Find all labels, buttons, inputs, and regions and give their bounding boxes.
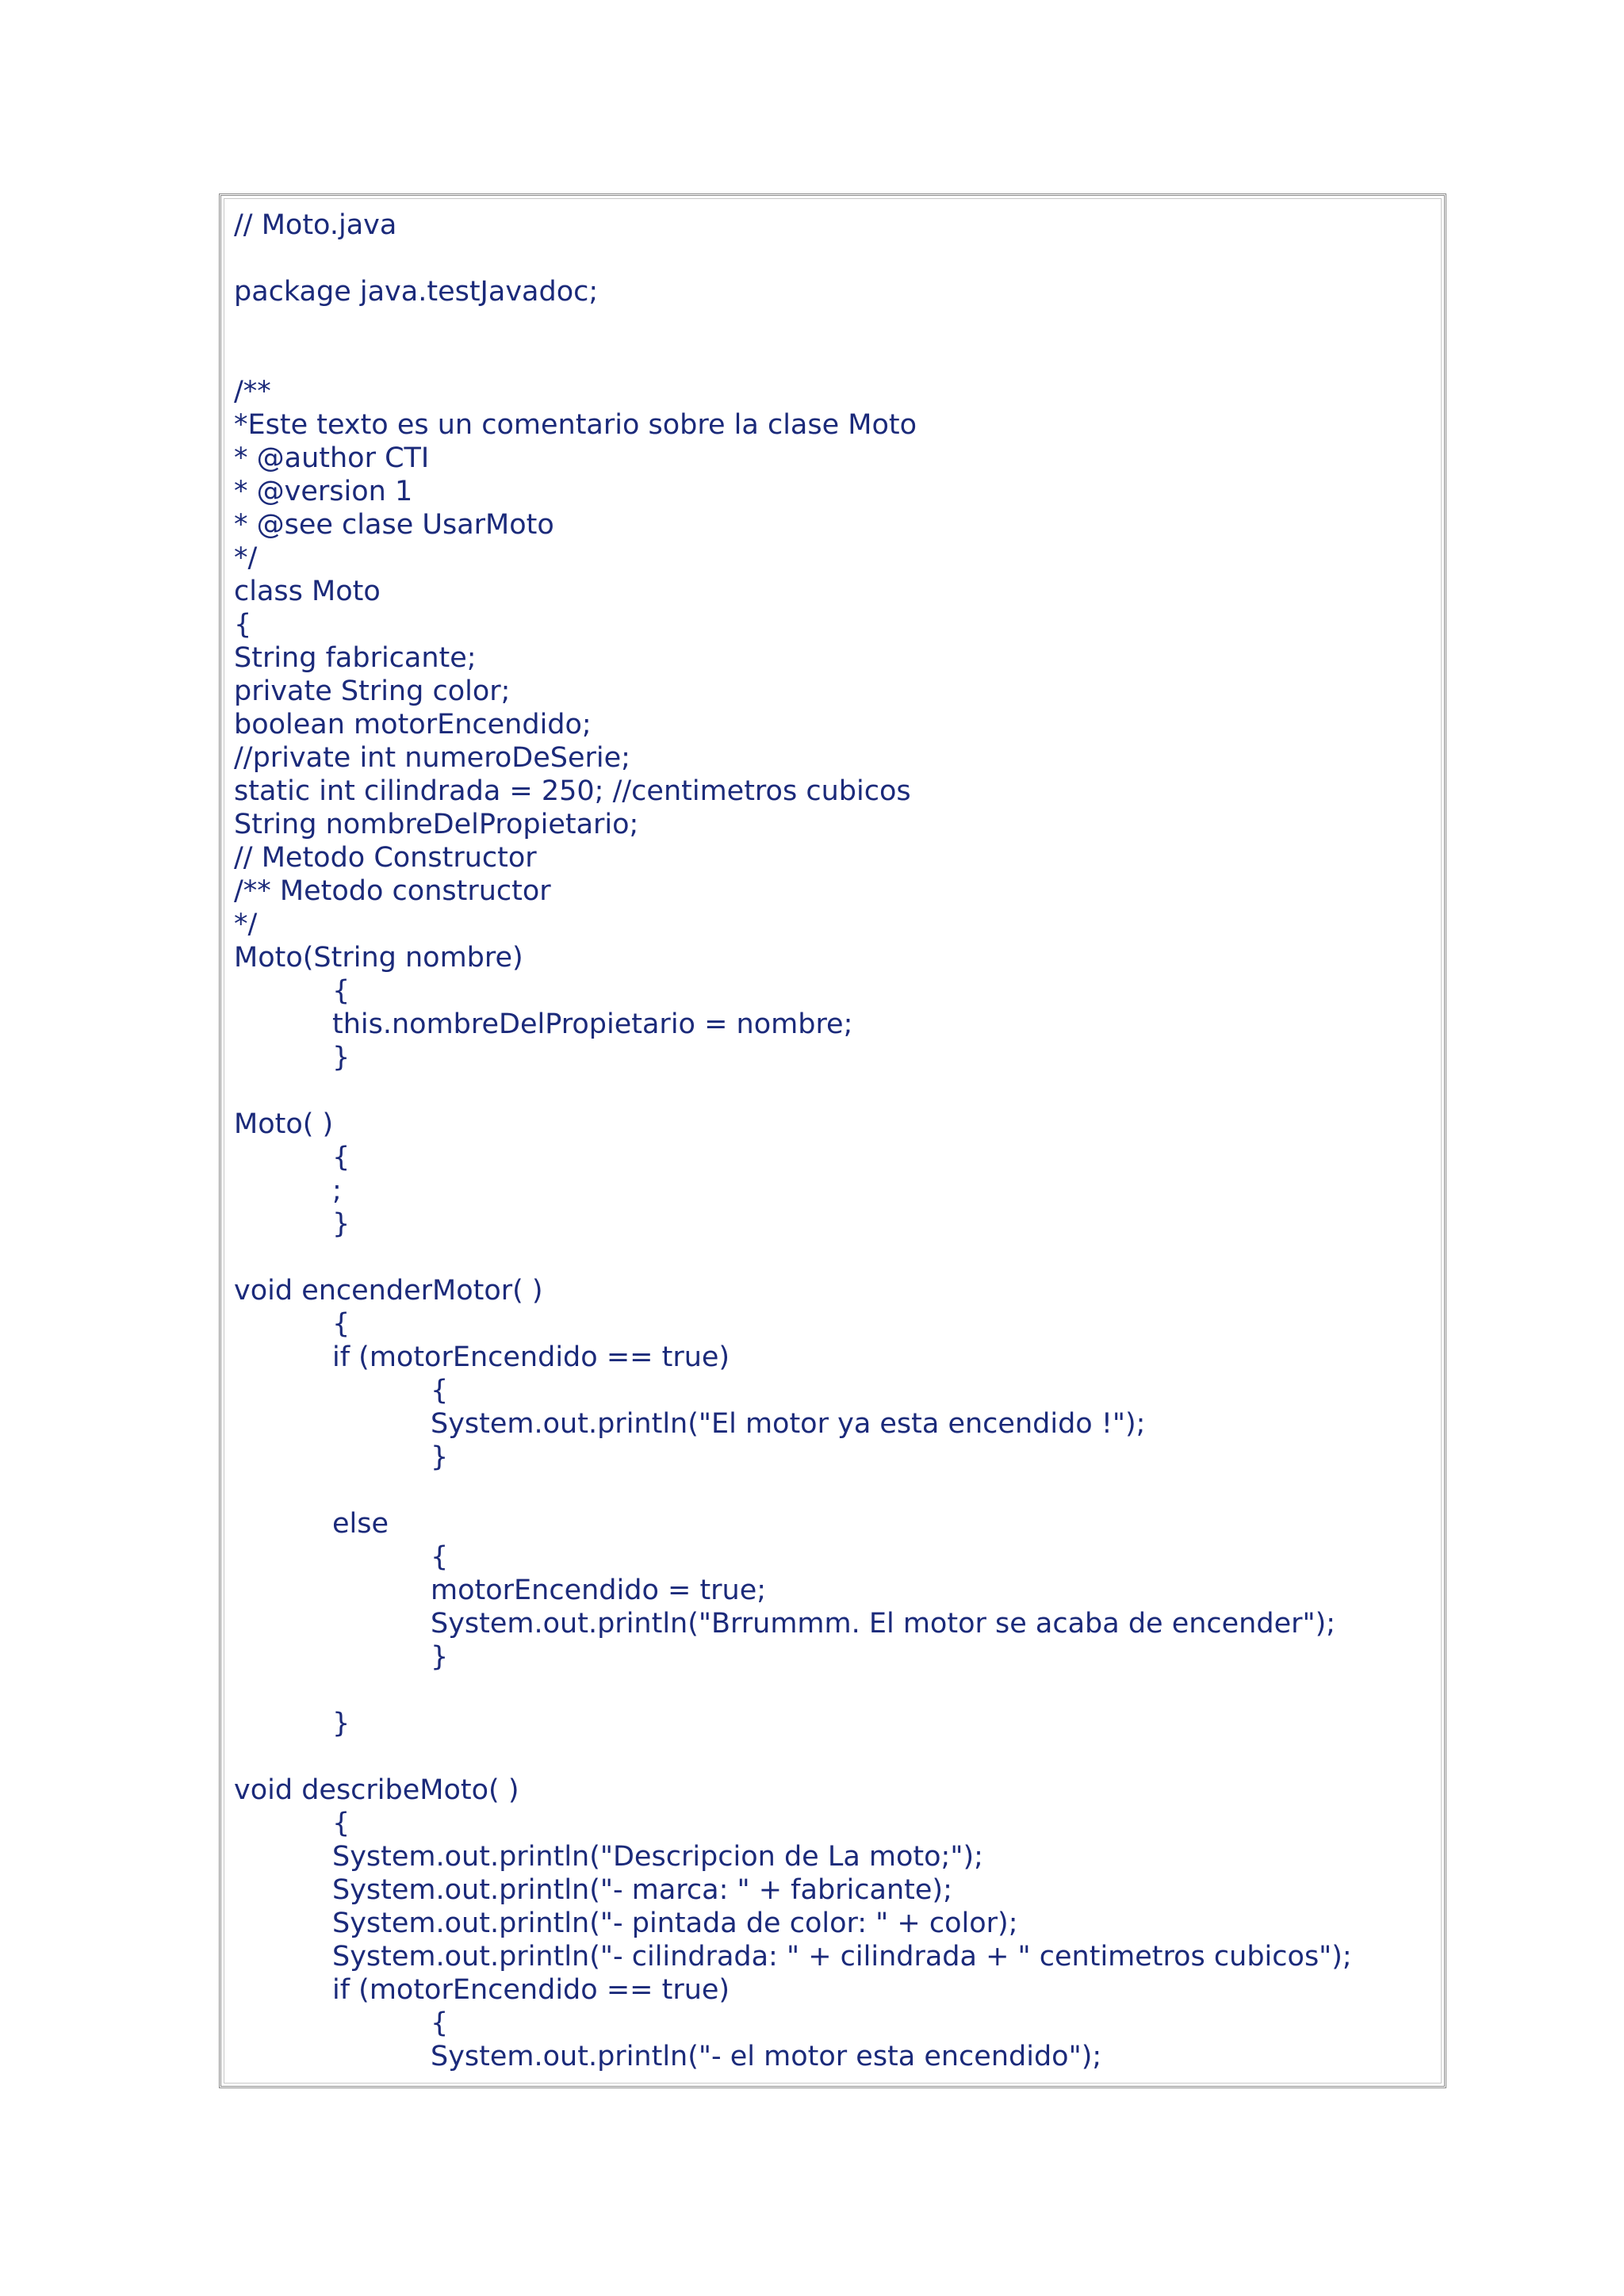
code-line: this.nombreDelPropietario = nombre; — [332, 1008, 853, 1040]
code-line: String nombreDelPropietario; — [234, 809, 639, 840]
code-line: { — [332, 1808, 350, 1839]
blank-line — [234, 1674, 1436, 1707]
code-line: boolean motorEncendido; — [234, 709, 592, 740]
code-line: System.out.println("Descripcion de La moto;"); — [332, 1841, 983, 1873]
code-line: } — [431, 1641, 449, 1673]
code-line: System.out.println("Brrummm. El motor se acaba de encender"); — [431, 1608, 1336, 1640]
code-line: else — [332, 1508, 389, 1540]
code-line: if (motorEncendido == true) — [332, 1974, 730, 2006]
code-line: System.out.println("- pintada de color: " + color); — [332, 1908, 1018, 1939]
code-line: package java.testJavadoc; — [234, 276, 599, 308]
code-line: System.out.println("El motor ya esta encendido !"); — [431, 1408, 1146, 1440]
code-line: if (motorEncendido == true) — [332, 1341, 730, 1373]
code-line: void describeMoto( ) — [234, 1774, 519, 1806]
code-line: //private int numeroDeSerie; — [234, 742, 630, 774]
code-line: System.out.println("- marca: " + fabricante); — [332, 1874, 952, 1906]
code-line: { — [431, 1375, 449, 1406]
code-line: * @version 1 — [234, 476, 413, 507]
code-line: } — [332, 1042, 350, 1073]
code-line: *Este texto es un comentario sobre la clase Moto — [234, 409, 917, 441]
code-line: { — [431, 2007, 449, 2039]
code-line: Moto( ) — [234, 1108, 334, 1140]
blank-line — [234, 1474, 1436, 1507]
code-line: private String color; — [234, 675, 511, 707]
code-line: */ — [234, 542, 258, 574]
code-line: Moto(String nombre) — [234, 942, 523, 974]
blank-line — [234, 308, 1436, 342]
blank-line — [234, 342, 1436, 375]
code-line: { — [332, 975, 350, 1007]
code-listing-box — [219, 193, 1446, 2088]
code-line: } — [431, 1441, 449, 1473]
blank-line — [234, 242, 1436, 275]
code-line: // Moto.java — [234, 209, 397, 241]
code-line: { — [332, 1308, 350, 1340]
code-line: class Moto — [234, 576, 381, 607]
blank-line — [234, 1074, 1436, 1108]
code-line: } — [332, 1208, 350, 1240]
code-line: System.out.println("- cilindrada: " + cilindrada + " centimetros cubicos"); — [332, 1941, 1352, 1973]
code-line: System.out.println("- el motor esta encendido"); — [431, 2041, 1102, 2072]
code-line: /** Metodo constructor — [234, 875, 551, 907]
code-line: */ — [234, 909, 258, 940]
code-line: { — [332, 1142, 350, 1173]
code-line: * @author CTI — [234, 442, 430, 474]
code-line: static int cilindrada = 250; //centimetros cubicos — [234, 775, 911, 807]
code-line: { — [431, 1541, 449, 1573]
code-line: * @see clase UsarMoto — [234, 509, 554, 541]
code-line: String fabricante; — [234, 642, 477, 674]
blank-line — [234, 1241, 1436, 1274]
code-line: } — [332, 1708, 350, 1739]
code-line: { — [234, 609, 252, 641]
code-listing — [234, 209, 1436, 2073]
code-line: // Metodo Constructor — [234, 842, 537, 874]
code-line: /** — [234, 376, 271, 408]
blank-line — [234, 1740, 1436, 1774]
code-line: motorEncendido = true; — [431, 1575, 767, 1606]
code-line: void encenderMotor( ) — [234, 1275, 543, 1307]
code-line: ; — [332, 1175, 342, 1207]
